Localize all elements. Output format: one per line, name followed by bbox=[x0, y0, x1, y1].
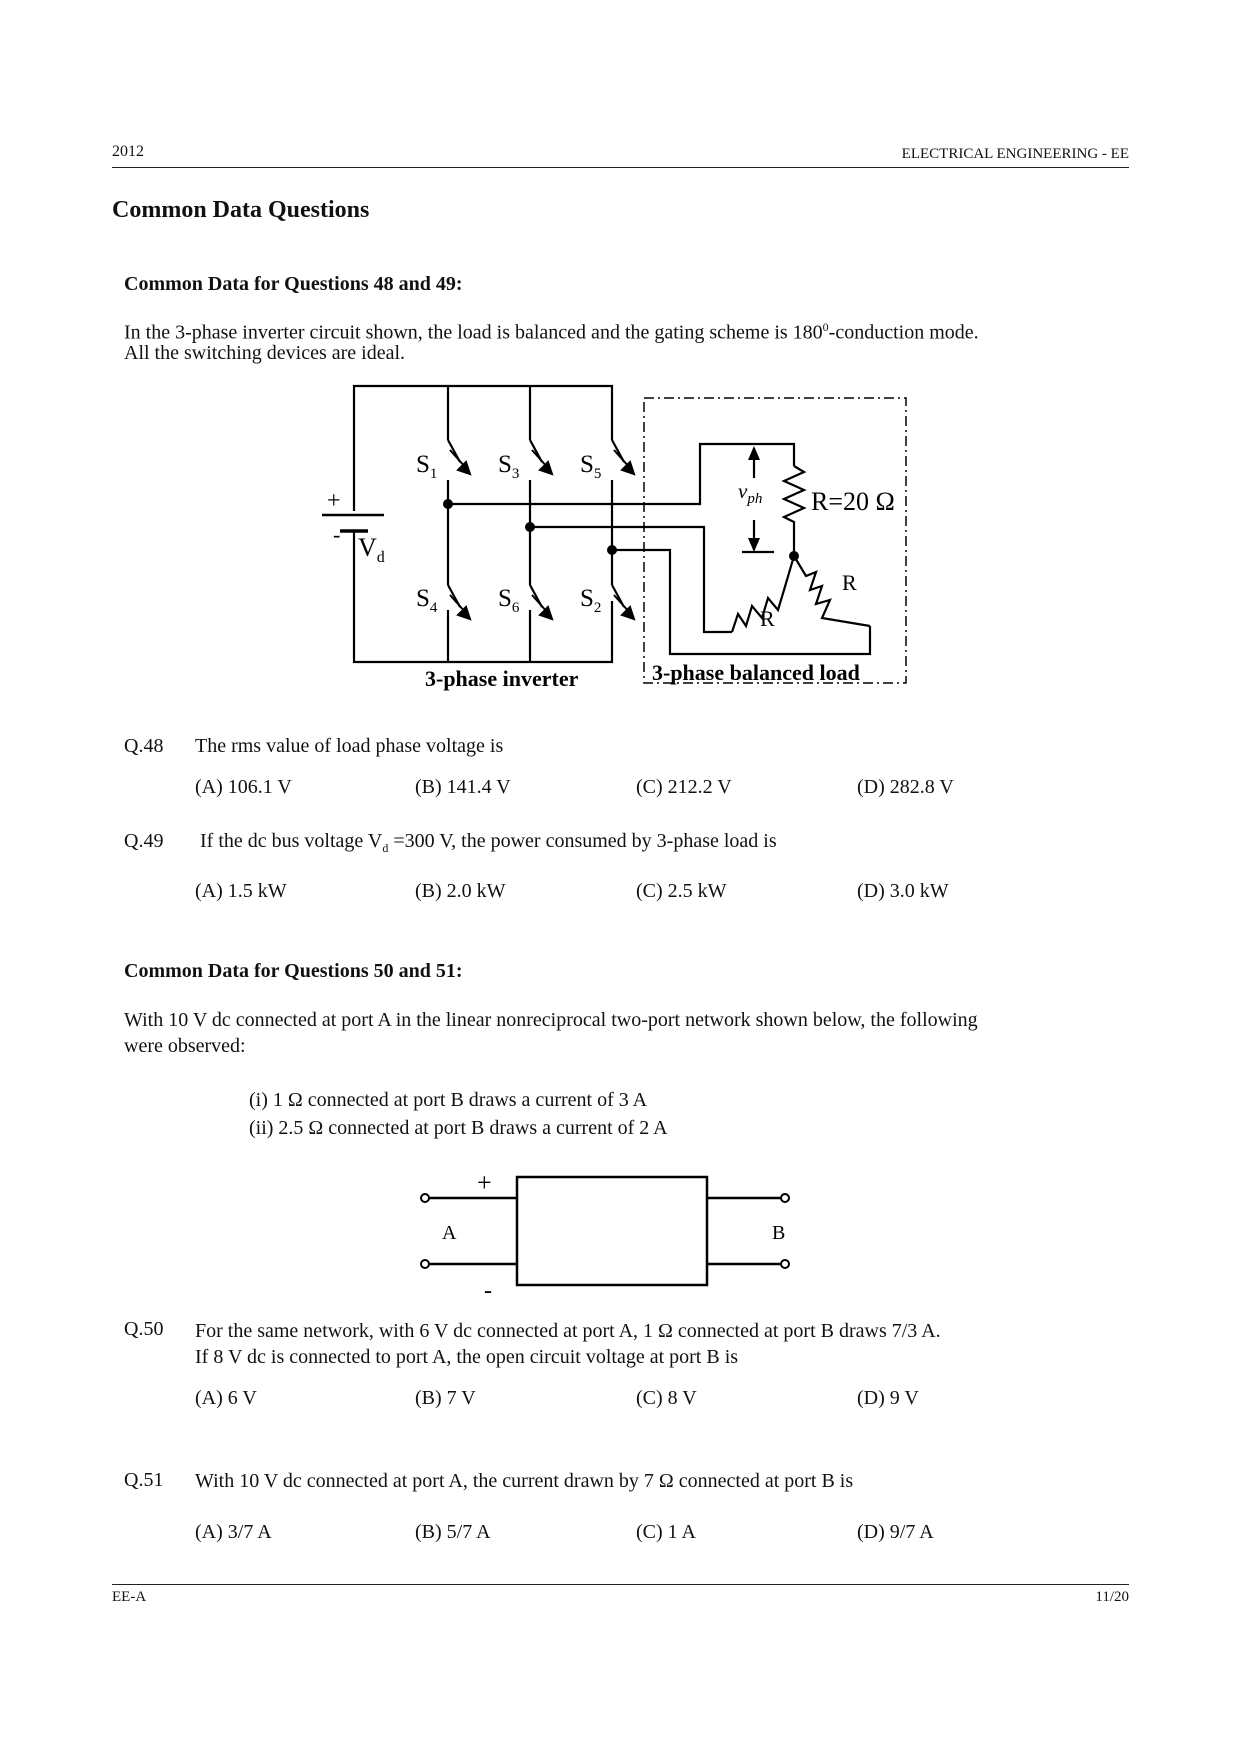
q49-option-d[interactable]: (D) 3.0 kW bbox=[857, 880, 949, 902]
q50-option-b[interactable]: (B) 7 V bbox=[415, 1387, 476, 1409]
switch-s1-label: $S_1$ bbox=[416, 451, 438, 482]
q48-option-b[interactable]: (B) 141.4 V bbox=[415, 776, 511, 798]
block2-intro-line1: With 10 V dc connected at port A in the linear nonreciprocal two-port network shown below, the following bbox=[124, 1009, 978, 1031]
q50-option-d[interactable]: (D) 9 V bbox=[857, 1387, 919, 1409]
switch-s6-label: $S_6$ bbox=[498, 585, 520, 616]
load-caption: 3-phase balanced load bbox=[652, 660, 860, 685]
block1-intro-line2: All the switching devices are ideal. bbox=[124, 342, 406, 364]
q50-option-c[interactable]: (C) 8 V bbox=[636, 1387, 697, 1409]
vph-label: $v_{ph}$ bbox=[738, 479, 763, 507]
common-data-title-50-51: Common Data for Questions 50 and 51: bbox=[124, 960, 463, 982]
port-a-label: A bbox=[442, 1222, 457, 1244]
q49-option-a[interactable]: (A) 1.5 kW bbox=[195, 880, 287, 902]
two-port-box bbox=[517, 1177, 707, 1285]
footer-page-number: 11/20 bbox=[1095, 1589, 1129, 1605]
switch-s2-label: $S_2$ bbox=[580, 585, 602, 616]
q49-option-b[interactable]: (B) 2.0 kW bbox=[415, 880, 506, 902]
q49-number: Q.49 bbox=[124, 830, 164, 852]
q48-option-d[interactable]: (D) 282.8 V bbox=[857, 776, 954, 798]
vd-label: $V_d$ bbox=[358, 533, 385, 566]
q51-option-a[interactable]: (A) 3/7 A bbox=[195, 1521, 272, 1543]
q50-line1: For the same network, with 6 V dc connected at port A, 1 Ω connected at port B draws 7/3 A. bbox=[195, 1320, 941, 1342]
switch-s4-label: $S_4$ bbox=[416, 585, 438, 616]
block1-intro-line1: In the 3-phase inverter circuit shown, the load is balanced and the gating scheme is $180^0$-conduction mode. bbox=[124, 320, 979, 344]
q51-option-d[interactable]: (D) 9/7 A bbox=[857, 1521, 934, 1543]
observation-2: (ii) 2.5 Ω connected at port B draws a current of 2 A bbox=[249, 1117, 668, 1139]
q51-option-c[interactable]: (C) 1 A bbox=[636, 1521, 696, 1543]
footer-rule bbox=[112, 1584, 1129, 1585]
observation-1: (i) 1 Ω connected at port B draws a current of 3 A bbox=[249, 1089, 648, 1111]
q48-text: The rms value of load phase voltage is bbox=[195, 735, 504, 757]
q50-line2: If 8 V dc is connected to port A, the open circuit voltage at port B is bbox=[195, 1346, 739, 1368]
q48-number: Q.48 bbox=[124, 735, 164, 757]
switch-s3-label: $S_3$ bbox=[498, 451, 520, 482]
block2-intro-line2: were observed: bbox=[124, 1035, 246, 1057]
port-a-plus: + bbox=[477, 1168, 492, 1197]
common-data-title-48-49: Common Data for Questions 48 and 49: bbox=[124, 273, 463, 295]
header-year: 2012 bbox=[112, 143, 144, 160]
q51-text: With 10 V dc connected at port A, the current drawn by 7 Ω connected at port B is bbox=[195, 1470, 854, 1492]
q51-number: Q.51 bbox=[124, 1469, 164, 1491]
section-title: Common Data Questions bbox=[112, 197, 370, 223]
resistor-r-left-label: R bbox=[760, 606, 775, 631]
header-subject: ELECTRICAL ENGINEERING - EE bbox=[901, 146, 1129, 162]
q50-number: Q.50 bbox=[124, 1318, 164, 1340]
resistor-r-main-label: R=20 Ω bbox=[811, 487, 895, 516]
q49-option-c[interactable]: (C) 2.5 kW bbox=[636, 880, 727, 902]
inverter-circuit-figure bbox=[0, 0, 1241, 720]
load-boundary-box bbox=[644, 398, 906, 683]
q48-option-c[interactable]: (C) 212.2 V bbox=[636, 776, 732, 798]
q49-text: If the dc bus voltage $V_d =300$ V, the power consumed by 3-phase load is bbox=[200, 830, 777, 855]
q48-option-a[interactable]: (A) 106.1 V bbox=[195, 776, 292, 798]
dc-minus-label: - bbox=[333, 522, 341, 547]
q51-option-b[interactable]: (B) 5/7 A bbox=[415, 1521, 491, 1543]
inverter-caption: 3-phase inverter bbox=[425, 666, 579, 691]
two-port-network-figure bbox=[400, 1160, 820, 1310]
resistor-r-right-label: R bbox=[842, 570, 857, 595]
port-b-label: B bbox=[772, 1222, 786, 1244]
switch-s5-label: $S_5$ bbox=[580, 451, 602, 482]
footer-left: EE-A bbox=[112, 1589, 147, 1605]
q50-option-a[interactable]: (A) 6 V bbox=[195, 1387, 257, 1409]
dc-plus-label: + bbox=[327, 488, 341, 514]
port-a-minus: - bbox=[484, 1278, 492, 1304]
